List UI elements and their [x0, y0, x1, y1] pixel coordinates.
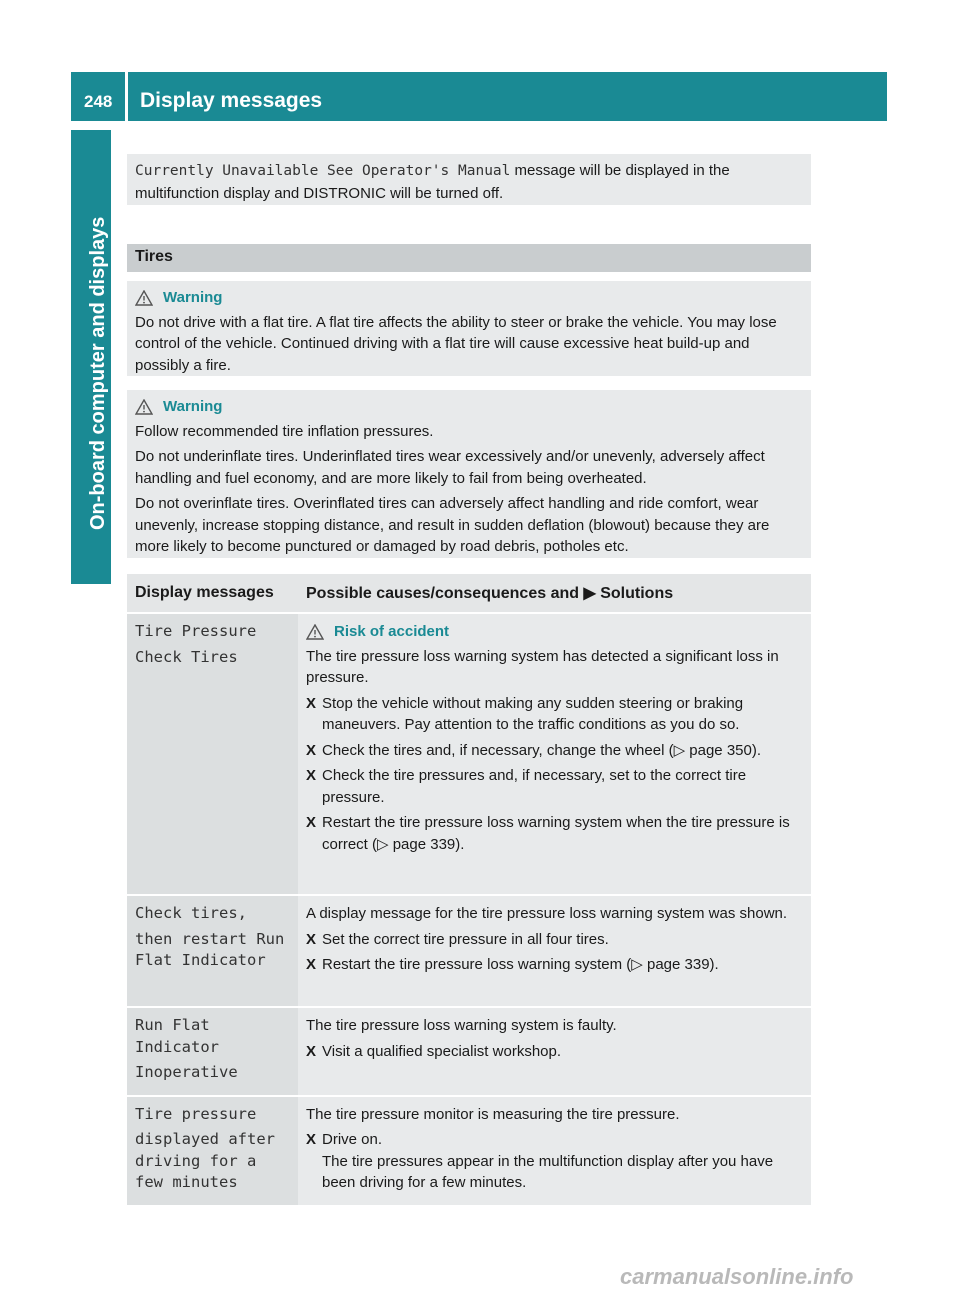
warning-triangle-icon — [306, 624, 324, 640]
warning-label: Warning — [163, 289, 223, 306]
risk-heading — [306, 621, 803, 643]
warning-triangle-icon — [135, 290, 153, 306]
cause-text: The tire pressure monitor is measuring the tire pressure. — [306, 1105, 680, 1123]
risk-label: Risk of accident — [334, 623, 450, 640]
solution-cell — [298, 613, 811, 895]
solution-step — [306, 929, 803, 951]
intro-text-1: message will be displayed in the — [510, 162, 730, 179]
intro-display-message: Currently Unavailable See Operator's Manual — [135, 163, 511, 179]
table-header-row — [127, 574, 811, 613]
solution-step — [306, 1129, 803, 1194]
step-marker-icon: X — [306, 930, 317, 948]
step-marker-icon: X — [306, 1042, 317, 1060]
solution-step — [306, 1041, 803, 1063]
column-header-causes-text: Possible causes/consequences and — [306, 585, 580, 602]
step-marker-icon: X — [306, 694, 317, 712]
solution-step — [306, 765, 803, 808]
cause-text: The tire pressure loss warning system has detected a significant loss in pressure. — [306, 647, 779, 686]
step-text-line: Drive on. — [322, 1131, 383, 1148]
cause-text: A display message for the tire pressure loss warning system was shown. — [306, 905, 788, 922]
column-header-causes — [298, 574, 811, 613]
intro-text-2: multifunction display and DISTRONIC will be turned off. — [135, 184, 504, 202]
display-message-line: Check tires, — [135, 904, 247, 922]
solution-step — [306, 954, 803, 976]
message-cell — [127, 613, 298, 895]
step-text: Restart the tire pressure loss warning system (▷ page 339). — [322, 956, 719, 973]
warning-heading — [135, 396, 803, 418]
display-message-line: Tire pressure — [135, 1104, 257, 1123]
display-message-line: Tire Pressure — [135, 622, 257, 640]
solution-step — [306, 740, 803, 762]
page-title: Display messages — [140, 89, 323, 112]
arrow-icon: ▶ — [583, 585, 596, 602]
column-header-messages: Display messages — [127, 574, 298, 613]
side-tab-label: On-board computer and displays — [87, 216, 109, 530]
display-message-line: displayed after driving for a few minutes — [135, 1130, 275, 1191]
warning-box-2 — [127, 390, 811, 558]
cause-text: The tire pressure loss warning system is faulty. — [306, 1017, 617, 1034]
solution-cell — [298, 1007, 811, 1096]
warning-triangle-icon — [135, 399, 153, 415]
step-text: Stop the vehicle without making any sudden steering or braking maneuvers. Pay attention to the traffic conditions as you do so. — [322, 694, 744, 733]
message-cell — [127, 1007, 298, 1096]
step-text-line: The tire pressures appear in the multifunction display after you have been driving for a few minutes. — [322, 1152, 774, 1191]
solution-step — [306, 693, 803, 736]
display-message-line: Inoperative — [135, 1063, 238, 1081]
table-row — [127, 895, 811, 1007]
solution-cell — [298, 895, 811, 1007]
warning-text: Do not drive with a flat tire. A flat tire affects the ability to steer or brake the vehicle. You may lose control of the vehicle. Continued driving with a flat tire will cause excessive heat build-up and possibly a fire. — [135, 313, 777, 374]
display-messages-table — [127, 574, 811, 1205]
table-row — [127, 1096, 811, 1205]
step-text: Check the tire pressures and, if necessary, set to the correct tire pressure. — [322, 767, 747, 806]
warning-paragraph: Do not underinflate tires. Underinflated tires wear excessively and/or unevenly, adversely affect handling and fuel economy, and are more likely to fail from being overheated. — [135, 448, 765, 487]
step-text: Check the tires and, if necessary, change the wheel (▷ page 350). — [322, 741, 762, 759]
watermark: carmanualsonline.info — [620, 1264, 854, 1289]
step-text: Visit a qualified specialist workshop. — [322, 1042, 562, 1060]
step-text: Restart the tire pressure loss warning system when the tire pressure is correct (▷ page 339). — [322, 814, 790, 853]
page-number: 248 — [84, 92, 113, 111]
warning-paragraph: Follow recommended tire inflation pressures. — [135, 422, 434, 440]
step-text: Set the correct tire pressure in all four tires. — [322, 930, 609, 948]
table-row — [127, 1007, 811, 1096]
display-message-line: Run Flat Indicator — [135, 1016, 219, 1056]
header-divider — [125, 72, 128, 121]
warning-label: Warning — [163, 398, 223, 415]
step-marker-icon: X — [306, 1131, 317, 1148]
display-message-line: Check Tires — [135, 647, 238, 666]
table-row — [127, 613, 811, 895]
step-marker-icon: X — [306, 741, 317, 759]
warning-box-1 — [127, 281, 811, 376]
section-heading: Tires — [127, 244, 811, 272]
message-cell — [127, 1096, 298, 1205]
message-cell — [127, 895, 298, 1007]
step-marker-icon: X — [306, 767, 317, 784]
step-marker-icon: X — [306, 814, 317, 831]
warning-paragraph: Do not overinflate tires. Overinflated tires can adversely affect handling and ride comfort, wear unevenly, increase stopping distance, and result in sudden deflation (blowout) because they are more likely to become punctured or damaged by road debris, potholes etc. — [135, 495, 770, 555]
solution-step — [306, 812, 803, 855]
intro-box — [127, 154, 811, 205]
column-header-solutions-text: Solutions — [600, 585, 674, 602]
step-text — [322, 1129, 803, 1194]
step-marker-icon: X — [306, 956, 317, 973]
solution-cell — [298, 1096, 811, 1205]
warning-heading — [135, 287, 803, 309]
display-message-line: then restart Run Flat Indicator — [135, 929, 285, 969]
